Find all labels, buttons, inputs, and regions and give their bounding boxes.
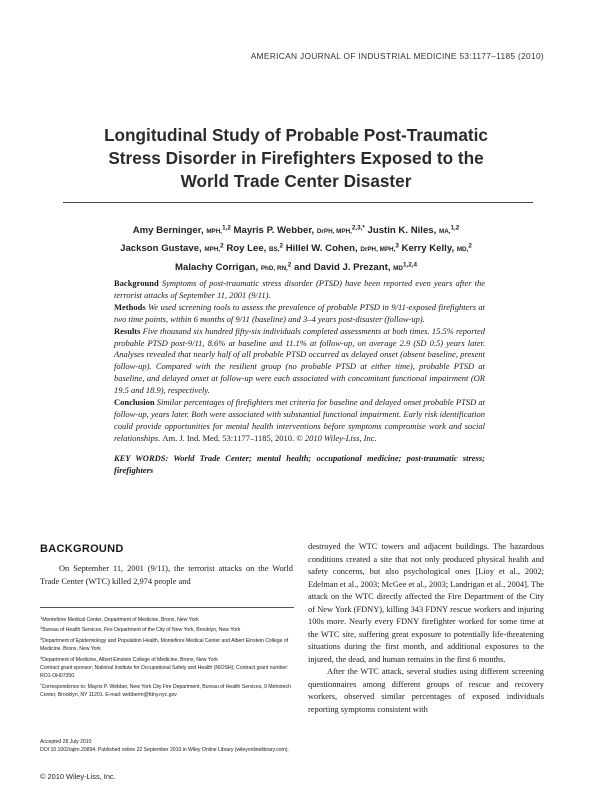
article-dates	[40, 738, 296, 755]
footer-copyright: © 2010 Wiley-Liss, Inc.	[40, 772, 116, 781]
footnote-grant: Contract grant sponsor: National Institute for Occupational Safety and Health (NIOSH); Contract grant number: RO1-OH07350.	[40, 665, 289, 680]
abstract-text: Five thousand six hundred fifty-six individuals completed assessments at both times. 15.5% reported probable PTSD post-9/11, 8.6% at baseline and 11.1% at follow-up, on average 2.9 (SD 0.5) years later. Analyses revealed that nearly half of all probable PTSD occurred as delayed onset (absent baseline, present follow-up). Compared with the resilient group (no probable PTSD at either time), probable PTSD at baseline, and delayed onset at follow-up were each associated with concomitant functional impairment (OR 19.5 and 18.9), respectively.	[114, 325, 485, 396]
abstract-conclusion	[114, 397, 485, 445]
author-line	[40, 239, 552, 258]
body-paragraph: After the WTC attack, several studies using different screening questionnaires among different groups of rescue and recovery workers, observed similar percentages of exposed individuals reporting symptoms consistent with	[308, 667, 544, 714]
author: Jackson Gustave, MPH,$^2$	[120, 242, 224, 254]
footnote-correspondence: *Correspondence to: Mayris P. Webber, New York City Fire Department, Bureau of Health Services, 9 Metrotech Center, Brooklyn, NY 11201. E-mail: webberm@fdny.nyc.gov	[40, 681, 291, 699]
abstract-label: Methods	[114, 301, 146, 312]
accepted-date: Accepted 28 July 2010	[40, 739, 92, 745]
abstract-label: Background	[114, 278, 159, 288]
footnote: $^3$Department of Epidemiology and Population Health, Montefiore Medical Center and Albert Einstein College of Medicine, Bronx, New York	[40, 635, 289, 653]
author: and David J. Prezant, MD$^{1,2,4}$	[293, 261, 417, 273]
author: Mayris P. Webber, DrPH, MPH,$^{2,3,*}$	[233, 224, 365, 236]
article-title	[40, 124, 552, 193]
abstract-label: Conclusion	[114, 397, 155, 408]
keywords-label: KEY WORDS:	[114, 452, 169, 463]
title-line: World Trade Center Disaster	[180, 171, 412, 191]
footnote: $^4$Department of Medicine, Albert Einstein College of Medicine, Bronx, New York	[40, 654, 218, 663]
title-line: Stress Disorder in Firefighters Exposed to the	[108, 148, 484, 168]
footnotes	[40, 614, 296, 700]
body-paragraph: destroyed the WTC towers and adjacent buildings. The hazardous conditions created a site that not only produced physical health and safety concerns, but also psychological ones [Lioy et al., 2002; Edelman et al., 2003; McGee et al., 2003; Landrigan et al., 2004]. The attack on the WTC directly affected the Fire Department of the City of New York (FDNY), killing 343 FDNY rescue workers and injuring 100s more. Nearly every FDNY firefighter worked for some time at the WTC site, suffering great exposure to potentially life-threatening situations during the first month, and additional exposures to the injured, the dead, and human remains in the first 6 months.	[308, 542, 544, 664]
abstract-copyright: © 2010 Wiley-Liss, Inc.	[296, 432, 377, 443]
footnote: $^1$Montefiore Medical Center, Department of Medicine, Bronx, New York	[40, 615, 199, 623]
journal-running-head: AMERICAN JOURNAL OF INDUSTRIAL MEDICINE 53:1177–1185 (2010)	[250, 51, 544, 61]
abstract	[114, 278, 485, 477]
doi-line: DOI 10.1002/ajim.20894. Published online 22 September 2010 in Wiley Online Library (wileyonlinelibrary.com).	[40, 747, 289, 754]
title-divider	[63, 202, 533, 203]
footnote-divider	[40, 607, 294, 608]
abstract-citation: Am. J. Ind. Med. 53:1177–1185, 2010.	[162, 432, 295, 443]
title-line: Longitudinal Study of Probable Post-Traumatic	[104, 125, 488, 145]
author: Amy Berninger, MPH,$^{1,2}$	[132, 224, 231, 236]
abstract-results	[114, 326, 485, 397]
body-paragraph: On September 11, 2001 (9/11), the terrorist attacks on the World Trade Center (WTC) killed 2,974 people and	[40, 564, 293, 586]
keywords	[114, 453, 485, 477]
author: Malachy Corrigan, PhD, RN,$^2$	[175, 261, 292, 273]
abstract-text: Similar percentages of firefighters met criteria for baseline and delayed onset probable PTSD at follow-up, years later. Both were associated with substantial functional impairment. Early risk identification could provide opportunities for mental health interventions before symptoms compromise work and social relationships.	[114, 397, 485, 443]
abstract-label: Results	[114, 325, 141, 336]
abstract-methods	[114, 302, 485, 326]
author-list	[40, 220, 552, 276]
body-column-right	[308, 541, 544, 716]
author-line	[40, 220, 552, 239]
abstract-background	[114, 278, 485, 302]
footnote: $^2$Bureau of Health Services, Fire Department of the City of New York, Brooklyn, New York	[40, 625, 241, 634]
author: Hillel W. Cohen, DrPH, MPH,$^3$	[285, 242, 399, 254]
author: Justin K. Niles, MA,$^{1,2}$	[367, 224, 460, 236]
section-heading: BACKGROUND	[40, 543, 124, 555]
author: Kerry Kelly, MD,$^2$	[401, 242, 472, 254]
author: Roy Lee, BS,$^2$	[226, 242, 284, 254]
abstract-text: Symptoms of post-traumatic stress disorder (PTSD) have been reported even years after the terrorist attacks of September 11, 2001 (9/11).	[114, 278, 485, 300]
author-line	[40, 257, 552, 276]
body-column-left	[40, 563, 293, 588]
abstract-text: We used screening tools to assess the prevalence of probable PTSD in 9/11-exposed firefighters at two time points, within 6 months of 9/11 (baseline) and 3–4 years post-disaster (follow-up).	[114, 301, 485, 324]
keywords-text: World Trade Center; mental health; occupational medicine; post-traumatic stress; firefighters	[114, 452, 486, 475]
